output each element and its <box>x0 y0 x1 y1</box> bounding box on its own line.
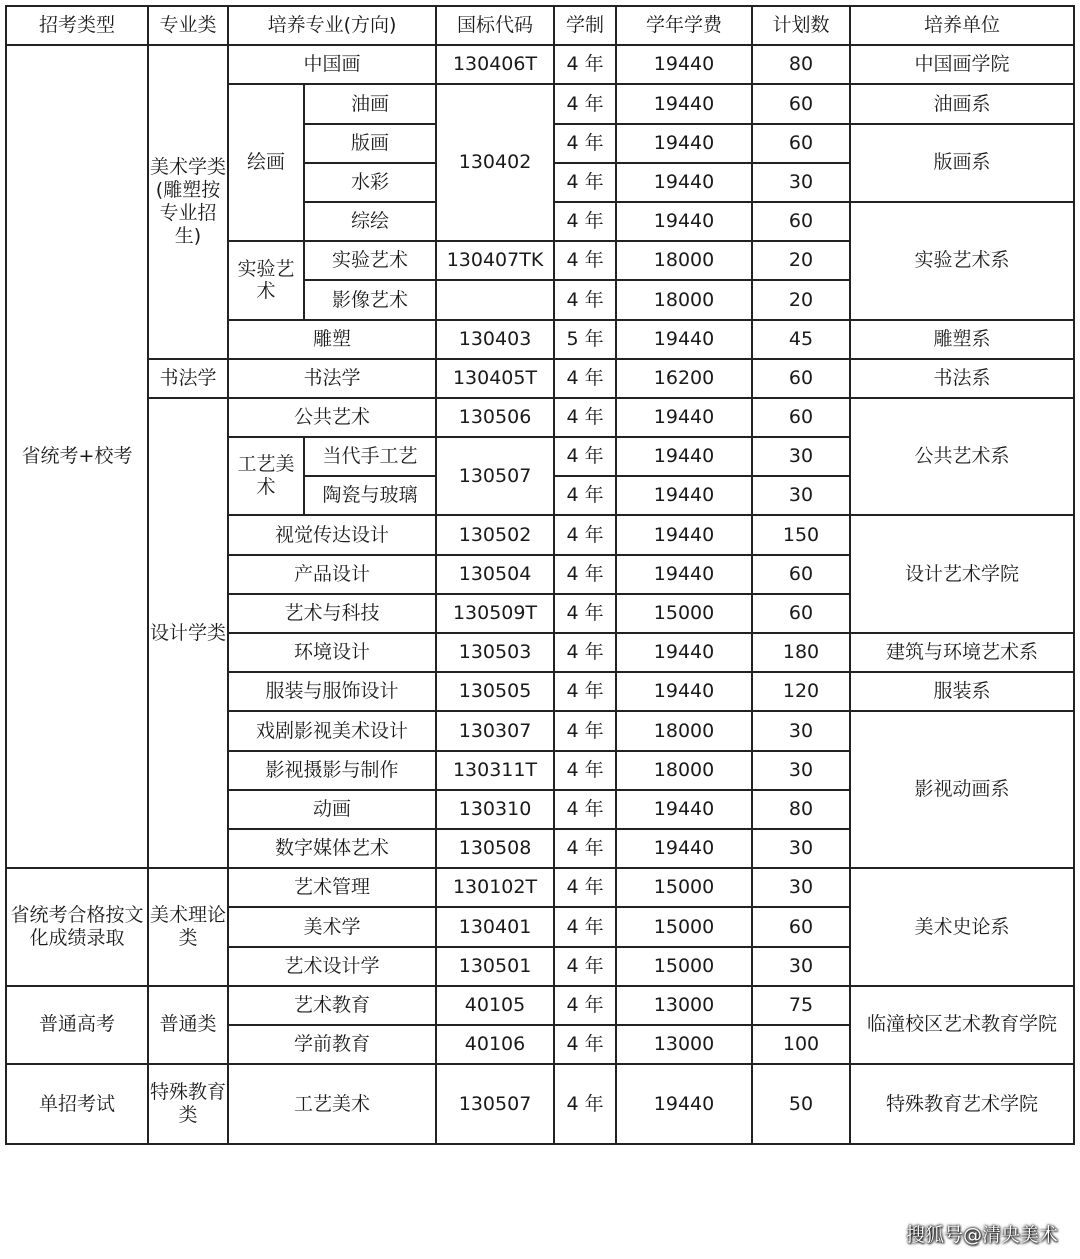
exam-type-cell: 省统考+校考 <box>6 45 148 868</box>
code-cell <box>436 280 554 319</box>
header-years: 学制 <box>554 6 616 45</box>
fee-cell: 13000 <box>616 1025 752 1064</box>
header-fee: 学年学费 <box>616 6 752 45</box>
years-cell: 4 年 <box>554 398 616 437</box>
major-cell: 工艺美术 <box>228 1064 436 1144</box>
fee-cell: 19440 <box>616 672 752 711</box>
code-cell: 130501 <box>436 947 554 986</box>
category-cell: 普通类 <box>148 986 228 1064</box>
code-cell: 130405T <box>436 359 554 398</box>
code-cell: 130506 <box>436 398 554 437</box>
unit-cell: 建筑与环境艺术系 <box>850 633 1074 672</box>
unit-cell: 中国画学院 <box>850 45 1074 84</box>
plan-cell: 60 <box>752 124 850 163</box>
fee-cell: 19440 <box>616 320 752 359</box>
unit-cell: 影视动画系 <box>850 711 1074 868</box>
unit-cell: 设计艺术学院 <box>850 515 1074 633</box>
fee-cell: 15000 <box>616 947 752 986</box>
plan-cell: 30 <box>752 947 850 986</box>
unit-cell: 美术史论系 <box>850 868 1074 986</box>
unit-cell: 实验艺术系 <box>850 202 1074 320</box>
plan-cell: 45 <box>752 320 850 359</box>
code-cell: 130102T <box>436 868 554 907</box>
plan-cell: 60 <box>752 594 850 633</box>
plan-cell: 60 <box>752 84 850 123</box>
years-cell: 4 年 <box>554 986 616 1025</box>
fee-cell: 19440 <box>616 476 752 515</box>
plan-cell: 150 <box>752 515 850 554</box>
plan-cell: 120 <box>752 672 850 711</box>
fee-cell: 18000 <box>616 280 752 319</box>
category-cell: 设计学类 <box>148 398 228 868</box>
major-cell: 影视摄影与制作 <box>228 751 436 790</box>
code-cell: 130307 <box>436 711 554 750</box>
years-cell: 4 年 <box>554 1025 616 1064</box>
code-cell: 130502 <box>436 515 554 554</box>
subgroup-cell: 绘画 <box>228 84 304 241</box>
major-cell: 当代手工艺 <box>304 437 436 476</box>
years-cell: 4 年 <box>554 633 616 672</box>
fee-cell: 19440 <box>616 84 752 123</box>
plan-cell: 60 <box>752 907 850 946</box>
header-unit: 培养单位 <box>850 6 1074 45</box>
plan-cell: 60 <box>752 202 850 241</box>
code-cell: 130407TK <box>436 241 554 280</box>
fee-cell: 19440 <box>616 515 752 554</box>
unit-cell: 版画系 <box>850 124 1074 202</box>
major-cell: 中国画 <box>228 45 436 84</box>
fee-cell: 15000 <box>616 907 752 946</box>
years-cell: 4 年 <box>554 45 616 84</box>
major-cell: 服装与服饰设计 <box>228 672 436 711</box>
years-cell: 4 年 <box>554 751 616 790</box>
category-cell: 美术学类(雕塑按专业招生) <box>148 45 228 359</box>
plan-cell: 75 <box>752 986 850 1025</box>
plan-cell: 30 <box>752 829 850 868</box>
major-cell: 艺术教育 <box>228 986 436 1025</box>
header-row <box>6 6 1074 45</box>
plan-cell: 30 <box>752 437 850 476</box>
years-cell: 4 年 <box>554 790 616 829</box>
fee-cell: 15000 <box>616 868 752 907</box>
code-cell: 130311T <box>436 751 554 790</box>
exam-type-cell: 普通高考 <box>6 986 148 1064</box>
code-cell: 130504 <box>436 555 554 594</box>
exam-type-cell: 省统考合格按文化成绩录取 <box>6 868 148 986</box>
code-cell: 130310 <box>436 790 554 829</box>
subgroup-cell: 实验艺术 <box>228 241 304 319</box>
table-row <box>6 45 1074 84</box>
major-cell: 动画 <box>228 790 436 829</box>
years-cell: 4 年 <box>554 594 616 633</box>
unit-cell: 油画系 <box>850 84 1074 123</box>
code-cell: 130505 <box>436 672 554 711</box>
fee-cell: 19440 <box>616 555 752 594</box>
major-cell: 综绘 <box>304 202 436 241</box>
years-cell: 4 年 <box>554 868 616 907</box>
header-code: 国标代码 <box>436 6 554 45</box>
years-cell: 4 年 <box>554 163 616 202</box>
major-cell: 学前教育 <box>228 1025 436 1064</box>
fee-cell: 19440 <box>616 163 752 202</box>
fee-cell: 18000 <box>616 711 752 750</box>
major-cell: 艺术管理 <box>228 868 436 907</box>
plan-cell: 30 <box>752 163 850 202</box>
unit-cell: 公共艺术系 <box>850 398 1074 516</box>
years-cell: 4 年 <box>554 515 616 554</box>
years-cell: 4 年 <box>554 907 616 946</box>
subgroup-cell: 工艺美术 <box>228 437 304 515</box>
years-cell: 4 年 <box>554 124 616 163</box>
plan-cell: 20 <box>752 241 850 280</box>
code-cell: 40106 <box>436 1025 554 1064</box>
code-cell: 130503 <box>436 633 554 672</box>
fee-cell: 19440 <box>616 124 752 163</box>
fee-cell: 19440 <box>616 829 752 868</box>
code-cell: 130402 <box>436 84 554 241</box>
category-cell: 特殊教育类 <box>148 1064 228 1144</box>
table-row <box>6 398 1074 437</box>
fee-cell: 13000 <box>616 986 752 1025</box>
major-cell: 水彩 <box>304 163 436 202</box>
years-cell: 4 年 <box>554 359 616 398</box>
plan-cell: 100 <box>752 1025 850 1064</box>
code-cell: 130507 <box>436 1064 554 1144</box>
plan-cell: 30 <box>752 868 850 907</box>
years-cell: 4 年 <box>554 1064 616 1144</box>
major-cell: 书法学 <box>228 359 436 398</box>
fee-cell: 18000 <box>616 751 752 790</box>
major-cell: 数字媒体艺术 <box>228 829 436 868</box>
major-cell: 油画 <box>304 84 436 123</box>
fee-cell: 15000 <box>616 594 752 633</box>
plan-cell: 30 <box>752 476 850 515</box>
major-cell: 环境设计 <box>228 633 436 672</box>
table-row <box>6 359 1074 398</box>
plan-cell: 30 <box>752 751 850 790</box>
years-cell: 4 年 <box>554 829 616 868</box>
plan-cell: 60 <box>752 398 850 437</box>
years-cell: 5 年 <box>554 320 616 359</box>
major-cell: 公共艺术 <box>228 398 436 437</box>
years-cell: 4 年 <box>554 947 616 986</box>
plan-cell: 80 <box>752 45 850 84</box>
exam-type-cell: 单招考试 <box>6 1064 148 1144</box>
top-edge <box>0 0 1080 4</box>
plan-cell: 30 <box>752 711 850 750</box>
unit-cell: 特殊教育艺术学院 <box>850 1064 1074 1144</box>
years-cell: 4 年 <box>554 202 616 241</box>
unit-cell: 书法系 <box>850 359 1074 398</box>
code-cell: 130406T <box>436 45 554 84</box>
plan-cell: 60 <box>752 555 850 594</box>
years-cell: 4 年 <box>554 241 616 280</box>
years-cell: 4 年 <box>554 672 616 711</box>
plan-cell: 180 <box>752 633 850 672</box>
years-cell: 4 年 <box>554 555 616 594</box>
fee-cell: 19440 <box>616 790 752 829</box>
years-cell: 4 年 <box>554 84 616 123</box>
unit-cell: 雕塑系 <box>850 320 1074 359</box>
unit-cell: 临潼校区艺术教育学院 <box>850 986 1074 1064</box>
code-cell: 130401 <box>436 907 554 946</box>
table-row <box>6 1064 1074 1144</box>
plan-cell: 50 <box>752 1064 850 1144</box>
years-cell: 4 年 <box>554 437 616 476</box>
fee-cell: 16200 <box>616 359 752 398</box>
years-cell: 4 年 <box>554 711 616 750</box>
major-cell: 美术学 <box>228 907 436 946</box>
watermark: 搜狐号@清央美术 <box>905 1224 1058 1246</box>
plan-cell: 60 <box>752 359 850 398</box>
major-cell: 陶瓷与玻璃 <box>304 476 436 515</box>
fee-cell: 19440 <box>616 633 752 672</box>
enrollment-plan-table <box>5 5 1075 1145</box>
code-cell: 130403 <box>436 320 554 359</box>
major-cell: 实验艺术 <box>304 241 436 280</box>
code-cell: 40105 <box>436 986 554 1025</box>
header-plan: 计划数 <box>752 6 850 45</box>
fee-cell: 19440 <box>616 202 752 241</box>
fee-cell: 18000 <box>616 241 752 280</box>
category-cell: 美术理论类 <box>148 868 228 986</box>
fee-cell: 19440 <box>616 1064 752 1144</box>
code-cell: 130507 <box>436 437 554 515</box>
major-cell: 艺术与科技 <box>228 594 436 633</box>
years-cell: 4 年 <box>554 280 616 319</box>
major-cell: 产品设计 <box>228 555 436 594</box>
years-cell: 4 年 <box>554 476 616 515</box>
major-cell: 雕塑 <box>228 320 436 359</box>
major-cell: 影像艺术 <box>304 280 436 319</box>
header-category: 专业类 <box>148 6 228 45</box>
category-cell: 书法学 <box>148 359 228 398</box>
unit-cell: 服装系 <box>850 672 1074 711</box>
major-cell: 艺术设计学 <box>228 947 436 986</box>
major-cell: 戏剧影视美术设计 <box>228 711 436 750</box>
header-exam-type: 招考类型 <box>6 6 148 45</box>
plan-cell: 80 <box>752 790 850 829</box>
code-cell: 130508 <box>436 829 554 868</box>
fee-cell: 19440 <box>616 398 752 437</box>
fee-cell: 19440 <box>616 437 752 476</box>
plan-cell: 20 <box>752 280 850 319</box>
header-major: 培养专业(方向) <box>228 6 436 45</box>
fee-cell: 19440 <box>616 45 752 84</box>
table-row <box>6 868 1074 907</box>
code-cell: 130509T <box>436 594 554 633</box>
major-cell: 视觉传达设计 <box>228 515 436 554</box>
table-row <box>6 986 1074 1025</box>
major-cell: 版画 <box>304 124 436 163</box>
